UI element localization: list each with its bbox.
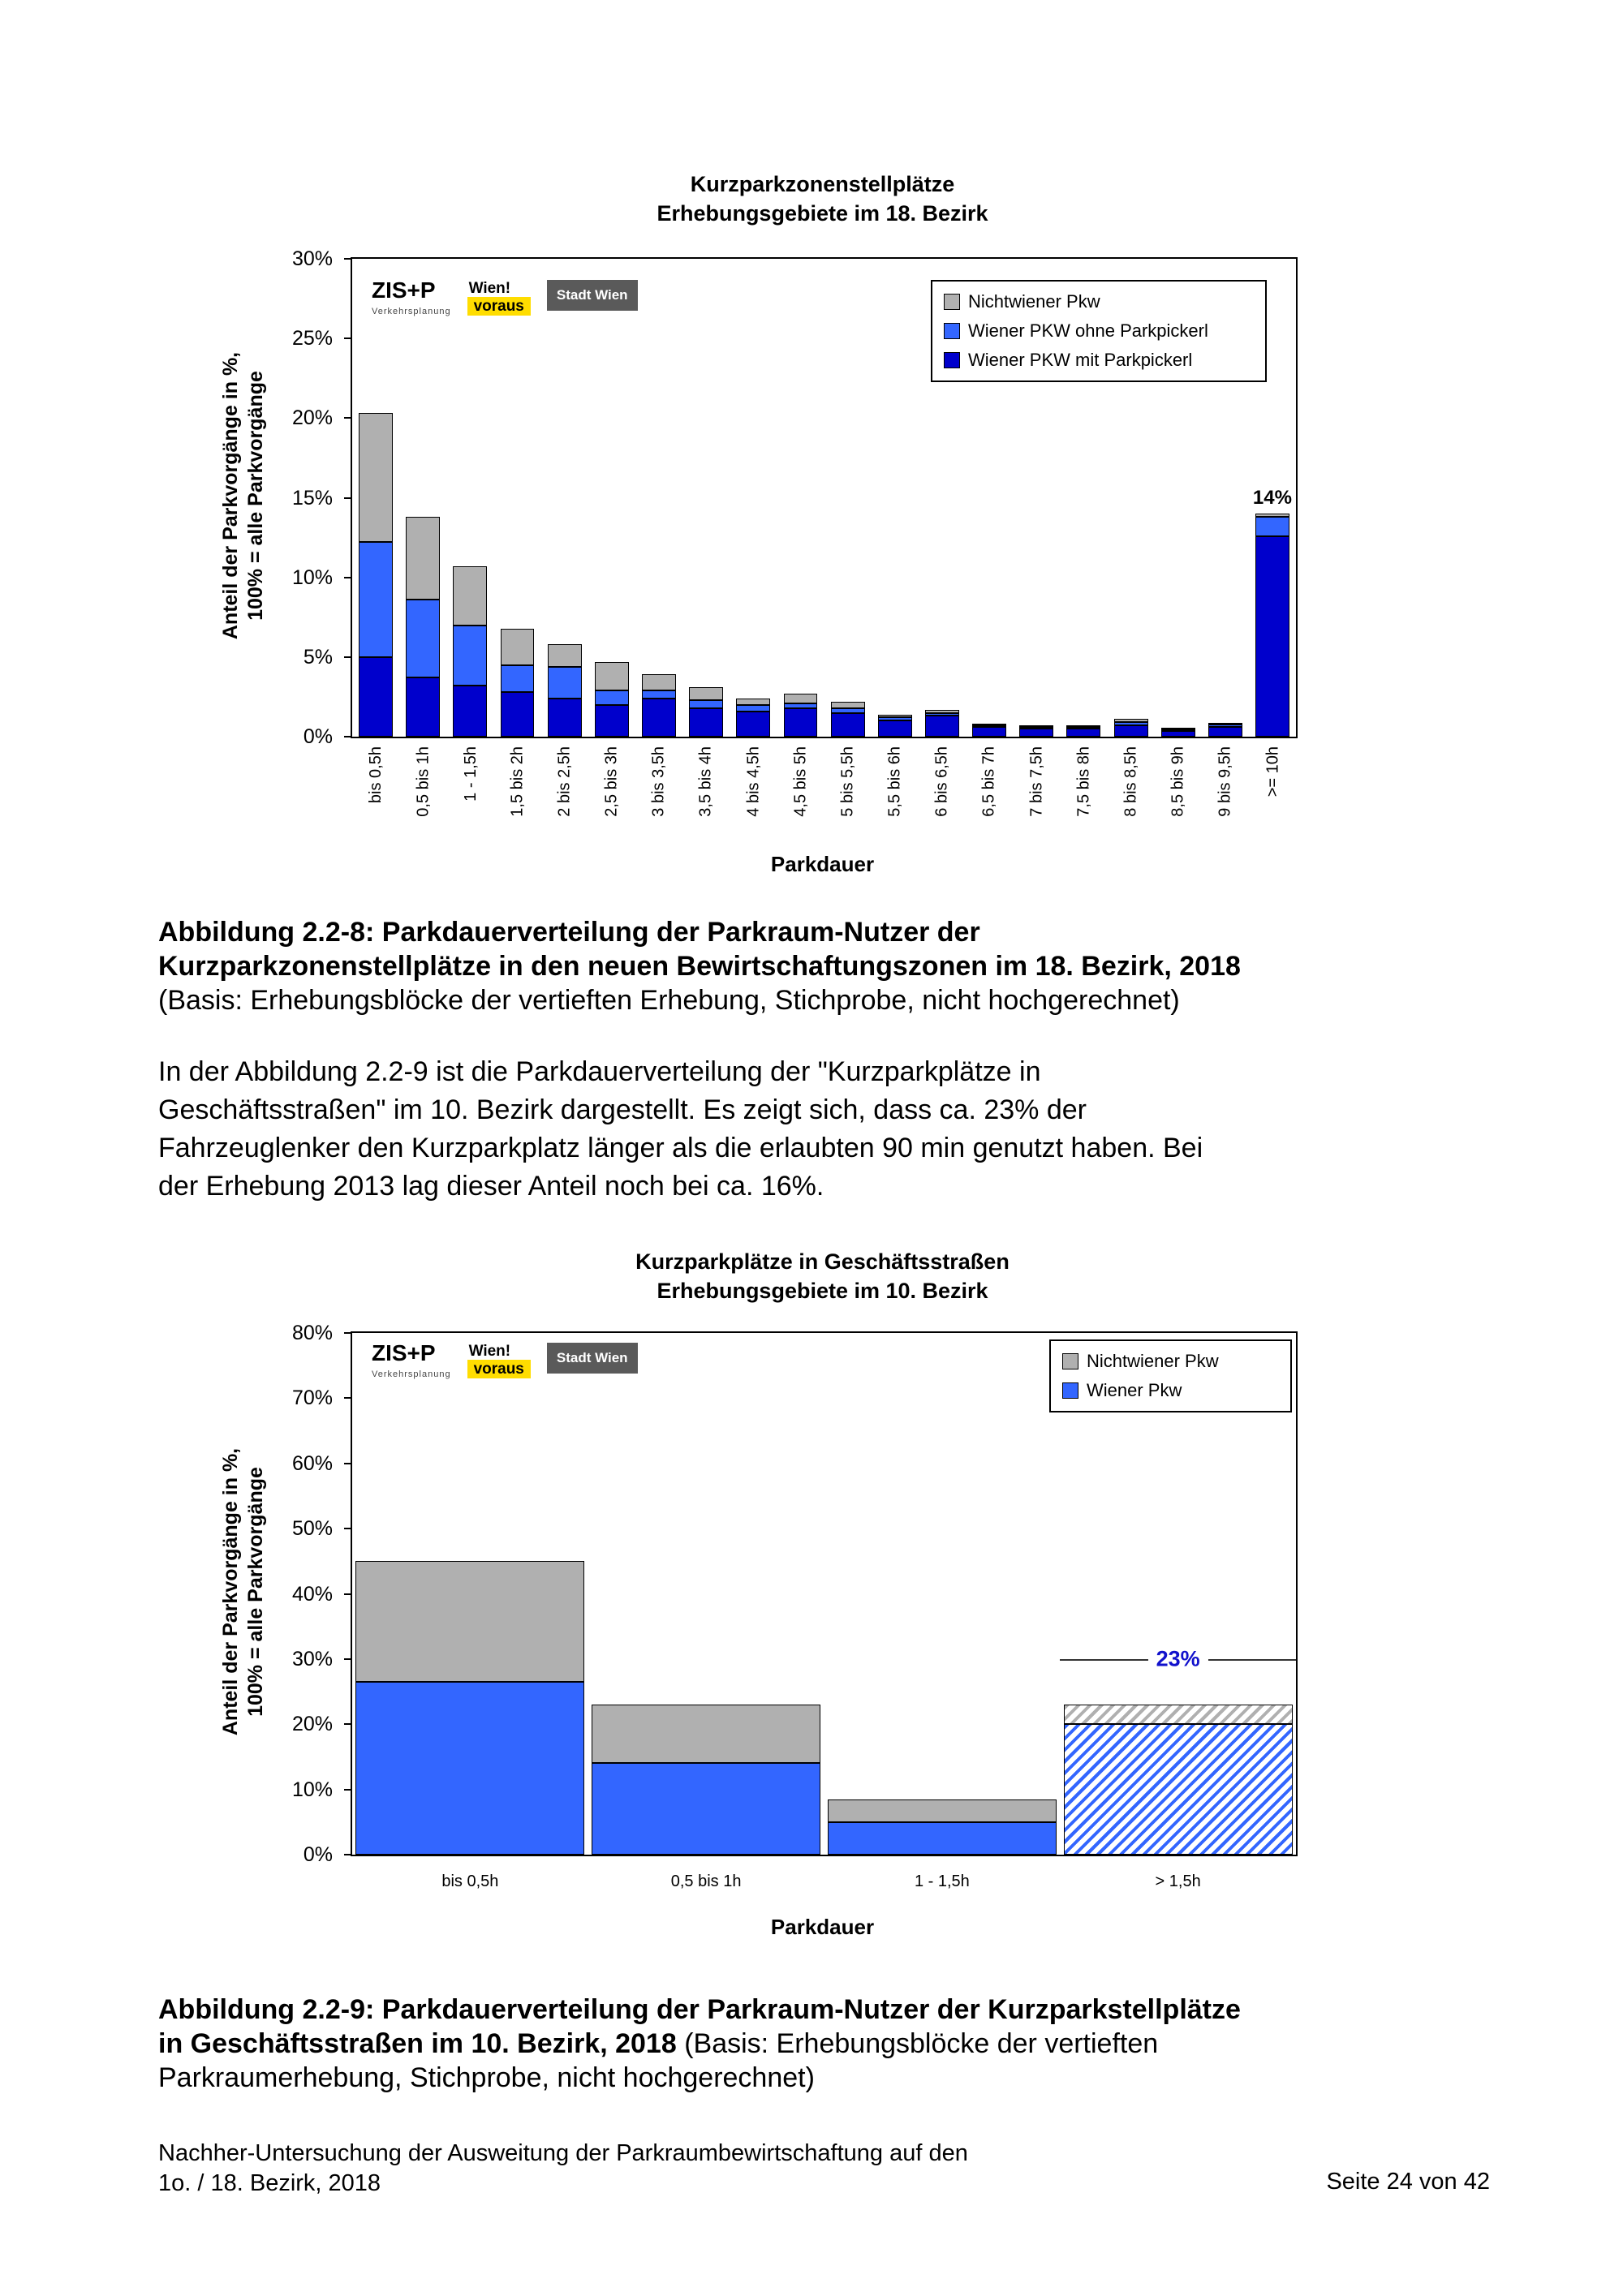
x-axis-label-text: 3 bis 3,5h bbox=[650, 746, 669, 817]
bar-segment-wiener-pkw-mit-parkpickerl bbox=[1114, 725, 1148, 737]
bar-segment-nichtwiener-pkw bbox=[831, 702, 865, 708]
bar-segment-wiener-pkw-mit-parkpickerl bbox=[359, 657, 393, 737]
y-axis-tick-label: 5% bbox=[303, 645, 333, 669]
bar-segment-wiener-pkw-mit-parkpickerl bbox=[642, 699, 676, 737]
y-axis-tick-label: 10% bbox=[291, 565, 333, 589]
bar-segment-wiener-pkw bbox=[828, 1822, 1057, 1855]
footer-line1: Nachher-Untersuchung der Ausweitung der Parkraumbewirtschaftung auf den bbox=[158, 2140, 968, 2166]
bar-segment-wiener-pkw-mit-parkpickerl bbox=[784, 708, 818, 737]
chart1-y-axis-title-line2: 100% = alle Parkvorgänge bbox=[244, 371, 267, 621]
stacked-bar bbox=[595, 662, 629, 737]
bar-column bbox=[352, 259, 399, 737]
x-axis-label-text: 6,5 bis 7h bbox=[980, 746, 999, 817]
bar-segment-nichtwiener-pkw bbox=[453, 566, 487, 626]
bar-column bbox=[966, 259, 1013, 737]
bar-segment-nichtwiener-pkw bbox=[592, 1705, 820, 1763]
annotation-label: 23% bbox=[1148, 1646, 1208, 1671]
stadt-wien-logo-text: Stadt Wien bbox=[556, 287, 628, 303]
y-axis-tick-label: 60% bbox=[291, 1451, 333, 1475]
text-segment: in Geschäftsstraßen im 10. Bezirk, 2018 bbox=[158, 2028, 677, 2059]
x-axis-label-text: 0,5 bis 1h bbox=[670, 1872, 742, 1890]
stacked-bar bbox=[831, 702, 865, 737]
bar-segment-nichtwiener-pkw bbox=[784, 694, 818, 703]
chart2-x-axis bbox=[352, 1864, 1296, 1897]
chart2-y-axis-title-line1: Anteil der Parkvorgänge in %, bbox=[219, 1447, 242, 1736]
text-segment: der Erhebung 2013 lag dieser Anteil noch bei ca. 16%. bbox=[158, 1171, 824, 1202]
footer-line2: 1o. / 18. Bezirk, 2018 bbox=[158, 2170, 381, 2196]
stacked-bar bbox=[972, 724, 1006, 737]
bar-segment-wiener-pkw-mit-parkpickerl bbox=[831, 713, 865, 737]
text-segment: (Basis: Erhebungsblöcke der vertieften bbox=[676, 2028, 1159, 2059]
text-segment: Geschäftsstraßen" im 10. Bezirk dargestellt. Es zeigt sich, dass ca. 23% der bbox=[158, 1094, 1087, 1125]
y-axis-tick-label: 10% bbox=[291, 1778, 333, 1801]
bar-column bbox=[635, 259, 682, 737]
x-axis-label bbox=[1060, 1864, 1296, 1897]
bar-segment-nichtwiener-pkw bbox=[406, 517, 440, 600]
bars-area bbox=[352, 259, 1296, 737]
stacked-bar bbox=[1255, 514, 1289, 737]
stadt-wien-logo-text: Stadt Wien bbox=[556, 1350, 628, 1365]
annotation-label: 14% bbox=[1252, 487, 1292, 510]
y-axis-tick-label: 80% bbox=[291, 1322, 333, 1344]
x-axis-label-text: 1 - 1,5h bbox=[914, 1872, 970, 1890]
x-axis-label-text: bis 0,5h bbox=[367, 746, 385, 804]
bar-segment-wiener-pkw-mit-parkpickerl bbox=[972, 727, 1006, 737]
zisp-logo-subtext: Verkehrsplanung bbox=[372, 307, 451, 316]
body-paragraph bbox=[158, 1053, 1513, 1206]
bar-segment-nichtwiener-pkw bbox=[501, 629, 535, 665]
y-axis-tick-label: 25% bbox=[291, 327, 333, 350]
x-axis-label-text: 8,5 bis 9h bbox=[1169, 746, 1187, 817]
text-segment: Fahrzeuglenker den Kurzparkplatz länger als die erlaubten 90 min genutzt haben. Bei bbox=[158, 1133, 1203, 1163]
bar-segment-nichtwiener-pkw bbox=[642, 674, 676, 690]
bar-segment-wiener-pkw-mit-parkpickerl bbox=[689, 708, 723, 737]
stacked-bar bbox=[1019, 725, 1053, 737]
stacked-bar bbox=[642, 674, 676, 737]
bar-column bbox=[872, 259, 919, 737]
page-number: Seite 24 von 42 bbox=[1326, 2169, 1490, 2195]
bar-segment-wiener-pkw-mit-parkpickerl bbox=[925, 716, 959, 737]
figure-caption-2-2-9 bbox=[158, 1993, 1513, 2095]
chart1-plot-area bbox=[351, 257, 1298, 738]
text-segment: Parkraumerhebung, Stichprobe, nicht hochgerechnet) bbox=[158, 2062, 815, 2093]
stacked-bar bbox=[359, 413, 393, 737]
bar-segment-wiener-pkw-mit-parkpickerl bbox=[1066, 729, 1100, 737]
bar-segment-wiener-pkw-mit-parkpickerl bbox=[1208, 727, 1242, 737]
stacked-bar bbox=[736, 699, 770, 737]
bar-column bbox=[682, 259, 730, 737]
y-axis-tick-label: 0% bbox=[303, 725, 333, 748]
bar-segment-wiener-pkw-ohne-parkpickerl bbox=[1255, 517, 1289, 536]
bar-segment-wiener-pkw-mit-parkpickerl bbox=[878, 720, 912, 737]
chart1-title: Kurzparkzonenstellplätze bbox=[690, 172, 955, 196]
bar-segment-nichtwiener-pkw bbox=[689, 687, 723, 700]
x-axis-label-text: 7,5 bis 8h bbox=[1074, 746, 1093, 817]
stacked-bar bbox=[453, 566, 487, 737]
stacked-bar bbox=[406, 517, 440, 737]
bar-segment-wiener-pkw-ohne-parkpickerl bbox=[689, 700, 723, 708]
y-axis-tick-label: 70% bbox=[291, 1387, 333, 1410]
bar-segment-nichtwiener-pkw bbox=[828, 1799, 1057, 1822]
bar-segment-wiener-pkw-mit-parkpickerl bbox=[406, 677, 440, 737]
bar-column bbox=[777, 259, 824, 737]
x-axis-label-text: 3,5 bis 4h bbox=[697, 746, 716, 817]
zisp-logo-subtext: Verkehrsplanung bbox=[372, 1369, 451, 1379]
bar-segment-nichtwiener-pkw bbox=[355, 1561, 584, 1682]
x-axis-label-text: 7 bis 7,5h bbox=[1027, 746, 1046, 817]
y-axis-tick-label: 50% bbox=[291, 1517, 333, 1541]
chart2-plot-area bbox=[351, 1331, 1298, 1856]
bar-segment-wiener-pkw-mit-parkpickerl bbox=[548, 699, 582, 737]
bar-column bbox=[1202, 259, 1249, 737]
stacked-bar bbox=[925, 710, 959, 737]
text-segment: Abbildung 2.2-9: Parkdauerverteilung der Parkraum-Nutzer der Kurzparkstellplätze bbox=[158, 1994, 1241, 2025]
bar-segment-wiener-pkw-mit-parkpickerl bbox=[1255, 536, 1289, 737]
legend-label: Wiener PKW mit Parkpickerl bbox=[968, 350, 1193, 370]
text-line bbox=[158, 1053, 1513, 1091]
bar-segment-wiener-pkw-ohne-parkpickerl bbox=[501, 665, 535, 692]
bar-segment-wiener-pkw-ohne-parkpickerl bbox=[359, 542, 393, 656]
bar-segment-wiener-pkw-ohne-parkpickerl bbox=[736, 705, 770, 712]
bar-segment-wiener-pkw-ohne-parkpickerl bbox=[406, 600, 440, 677]
bar-segment-wiener-pkw bbox=[355, 1682, 584, 1855]
bar-segment-wiener-pkw-mit-parkpickerl bbox=[453, 686, 487, 737]
stacked-bar bbox=[878, 715, 912, 737]
text-line bbox=[158, 915, 1513, 949]
y-axis-tick-label: 30% bbox=[291, 247, 333, 270]
bar-column bbox=[1060, 1333, 1296, 1855]
stacked-bar bbox=[1208, 723, 1242, 737]
text-segment: Abbildung 2.2-8: Parkdauerverteilung der Parkraum-Nutzer der bbox=[158, 917, 980, 948]
x-axis-label-text: 5,5 bis 6h bbox=[885, 746, 904, 817]
chart2-y-axis bbox=[268, 1322, 344, 1866]
wien-voraus-line1: Wien! bbox=[468, 280, 511, 297]
x-axis-label-text: 1,5 bis 2h bbox=[508, 746, 527, 817]
text-segment: In der Abbildung 2.2-9 ist die Parkdauerverteilung der "Kurzparkplätze in bbox=[158, 1056, 1041, 1087]
footer-text bbox=[158, 2139, 968, 2199]
text-line bbox=[158, 983, 1513, 1017]
text-line bbox=[158, 2061, 1513, 2095]
bar-segment-wiener-pkw-ohne-parkpickerl bbox=[453, 626, 487, 686]
bar-column bbox=[730, 259, 777, 737]
stacked-bar bbox=[689, 687, 723, 737]
chart1-subtitle: Erhebungsgebiete im 18. Bezirk bbox=[657, 201, 988, 226]
stacked-bar bbox=[1066, 725, 1100, 737]
bar-segment-wiener-pkw-ohne-parkpickerl bbox=[548, 667, 582, 699]
bar-segment-nichtwiener-pkw bbox=[359, 413, 393, 542]
y-axis-tick-label: 20% bbox=[291, 1713, 333, 1736]
x-axis-label-text: 4,5 bis 5h bbox=[791, 746, 810, 817]
text-line bbox=[158, 2027, 1513, 2061]
bar-segment-nichtwiener-pkw bbox=[736, 699, 770, 705]
bar-column bbox=[1108, 259, 1155, 737]
bar-column bbox=[446, 259, 493, 737]
stacked-bar bbox=[592, 1705, 820, 1855]
bar-segment-nichtwiener-pkw bbox=[548, 644, 582, 666]
bar-column bbox=[588, 1333, 824, 1855]
legend-label: Nichtwiener Pkw bbox=[968, 291, 1100, 312]
bar-column bbox=[824, 1333, 1061, 1855]
stacked-bar bbox=[501, 629, 535, 737]
zisp-logo-text: ZIS+P bbox=[372, 1340, 436, 1365]
chart2-y-axis-title-line2: 100% = alle Parkvorgänge bbox=[244, 1467, 267, 1717]
x-axis-label-text: 2,5 bis 3h bbox=[602, 746, 621, 817]
x-axis-label-text: > 1,5h bbox=[1155, 1872, 1201, 1890]
stacked-bar bbox=[828, 1799, 1057, 1855]
text-line bbox=[158, 1091, 1513, 1129]
stacked-bar bbox=[355, 1561, 584, 1855]
bar-segment-wiener-pkw-mit-parkpickerl bbox=[1161, 731, 1195, 737]
bar-column bbox=[1060, 259, 1107, 737]
x-axis-label-text: 1 - 1,5h bbox=[461, 746, 480, 802]
bar-column bbox=[1155, 259, 1202, 737]
text-line bbox=[158, 949, 1513, 983]
text-segment: Kurzparkzonenstellplätze in den neuen Bewirtschaftungszonen im 18. Bezirk, 2018 bbox=[158, 951, 1241, 982]
y-axis-tick-label: 30% bbox=[291, 1647, 333, 1670]
chart1-y-axis bbox=[268, 247, 344, 748]
bars-area bbox=[352, 1333, 1296, 1855]
bar-column bbox=[1013, 259, 1060, 737]
chart1-x-axis-title: Parkdauer bbox=[770, 852, 875, 876]
x-axis-label bbox=[824, 1864, 1061, 1897]
x-axis-label-text: 5 bis 5,5h bbox=[838, 746, 857, 817]
bar-segment-wiener-pkw bbox=[1064, 1724, 1293, 1855]
chart1-y-axis-title-line1: Anteil der Parkvorgänge in %, bbox=[219, 351, 242, 640]
stacked-bar bbox=[784, 694, 818, 737]
bar-segment-wiener-pkw-mit-parkpickerl bbox=[1019, 729, 1053, 737]
bar-segment-wiener-pkw-mit-parkpickerl bbox=[736, 712, 770, 737]
bar-column bbox=[919, 259, 966, 737]
y-axis-tick-label: 15% bbox=[291, 486, 333, 510]
bar-column bbox=[352, 1333, 588, 1855]
y-axis-tick-label: 0% bbox=[303, 1843, 333, 1866]
text-line bbox=[158, 1167, 1513, 1206]
bar-column bbox=[541, 259, 588, 737]
chart2-title: Kurzparkplätze in Geschäftsstraßen bbox=[635, 1249, 1010, 1274]
stacked-bar bbox=[1064, 1705, 1293, 1855]
x-axis-label-text: 0,5 bis 1h bbox=[414, 746, 433, 817]
stacked-bar bbox=[548, 644, 582, 737]
bar-segment-wiener-pkw-mit-parkpickerl bbox=[595, 705, 629, 737]
bar-segment-nichtwiener-pkw bbox=[1064, 1705, 1293, 1724]
bar-column bbox=[588, 259, 635, 737]
stacked-bar bbox=[1114, 719, 1148, 737]
x-axis-label-text: 9 bis 9,5h bbox=[1216, 746, 1234, 817]
y-axis-tick-label: 40% bbox=[291, 1582, 333, 1606]
bar-segment-nichtwiener-pkw bbox=[595, 662, 629, 690]
zisp-logo-text: ZIS+P bbox=[372, 277, 436, 303]
x-axis-label-text: 8 bis 8,5h bbox=[1121, 746, 1140, 817]
x-axis-label-text: 6 bis 6,5h bbox=[932, 746, 951, 817]
x-axis-label-text: >= 10h bbox=[1264, 746, 1282, 798]
bar-column bbox=[399, 259, 446, 737]
y-axis-tick-label: 20% bbox=[291, 406, 333, 430]
wien-voraus-line2: voraus bbox=[467, 1360, 531, 1378]
x-axis-label bbox=[352, 1864, 588, 1897]
bar-column bbox=[824, 259, 872, 737]
x-axis-label-text: 2 bis 2,5h bbox=[555, 746, 574, 817]
stacked-bar bbox=[1161, 728, 1195, 737]
legend-label: Wiener PKW ohne Parkpickerl bbox=[968, 320, 1208, 341]
bar-segment-wiener-pkw bbox=[592, 1763, 820, 1855]
chart1-y-axis-title bbox=[218, 352, 269, 639]
bar-segment-wiener-pkw-ohne-parkpickerl bbox=[642, 690, 676, 699]
x-axis-label bbox=[588, 1864, 824, 1897]
bar-segment-wiener-pkw-mit-parkpickerl bbox=[501, 692, 535, 737]
bar-segment-wiener-pkw-ohne-parkpickerl bbox=[595, 690, 629, 705]
text-segment: (Basis: Erhebungsblöcke der vertieften Erhebung, Stichprobe, nicht hochgerechnet) bbox=[158, 985, 1180, 1016]
wien-voraus-line2: voraus bbox=[467, 297, 531, 316]
bar-column bbox=[493, 259, 540, 737]
legend-label: Nichtwiener Pkw bbox=[1087, 1351, 1219, 1371]
chart2-x-axis-title: Parkdauer bbox=[770, 1915, 875, 1939]
x-axis-label-text: bis 0,5h bbox=[441, 1872, 499, 1890]
wien-voraus-line1: Wien! bbox=[468, 1343, 511, 1360]
chart2-y-axis-title bbox=[218, 1448, 269, 1735]
chart2-subtitle: Erhebungsgebiete im 10. Bezirk bbox=[657, 1279, 988, 1303]
x-axis-label-text: 4 bis 4,5h bbox=[744, 746, 763, 817]
text-line bbox=[158, 1993, 1513, 2027]
legend-label: Wiener Pkw bbox=[1087, 1380, 1182, 1400]
figure-caption-2-2-8 bbox=[158, 915, 1513, 1017]
text-line bbox=[158, 1129, 1513, 1167]
